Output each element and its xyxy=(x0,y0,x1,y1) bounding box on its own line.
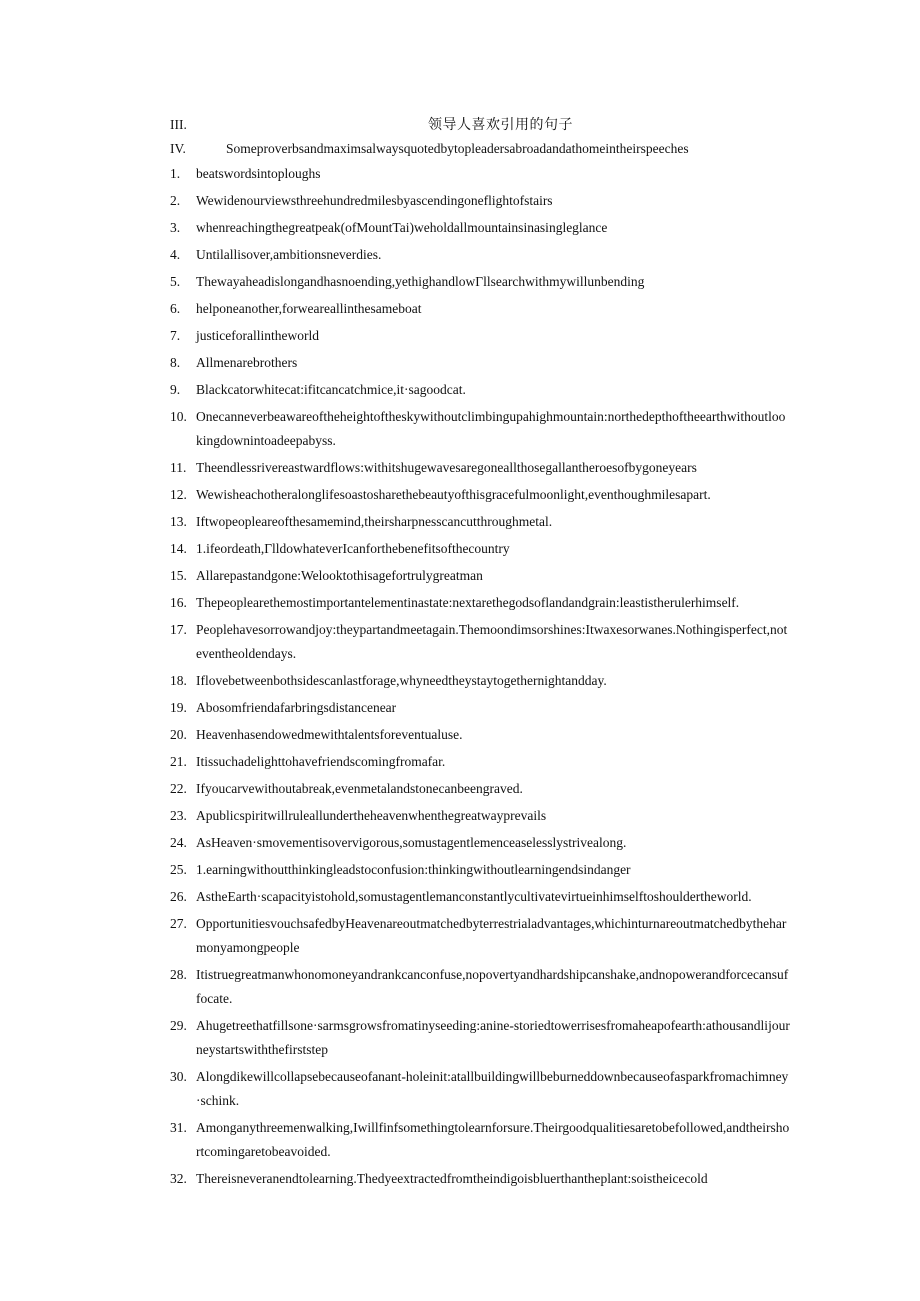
list-item-number: 7. xyxy=(170,328,181,343)
document-heading xyxy=(170,114,790,136)
list-item-text: helponeanother,forweareallinthesameboat xyxy=(196,301,422,316)
list-item-number: 11. xyxy=(170,460,187,475)
list-item-text: Itissuchadelighttohavefriendscomingfromafar. xyxy=(196,754,446,769)
list-item xyxy=(170,456,790,480)
list-item-number: 15. xyxy=(170,568,187,583)
list-item xyxy=(170,963,790,1011)
list-item-text: Iflovebetweenbothsidescanlastforage,whyneedtheystaytogethernightandday. xyxy=(196,673,607,688)
list-item xyxy=(170,189,790,213)
list-item xyxy=(170,378,790,402)
list-item-number: 2. xyxy=(170,193,181,208)
list-item-number: 9. xyxy=(170,382,181,397)
list-item-text: whenreachingthegreatpeak(ofMountTai)weholdallmountainsinasingleglance xyxy=(196,220,608,235)
list-item-text: Wewidenourviewsthreehundredmilesbyascendingoneflightofstairs xyxy=(196,193,553,208)
list-item-text: Wewisheachotheralonglifesoastosharethebeautyofthisgracefulmoonlight,eventhoughmilesapart. xyxy=(196,487,711,502)
list-item-text: Itistruegreatmanwhonomoneyandrankcanconfuse,nopovertyandhardshipcanshake,andnopowerandforcecansuffocate. xyxy=(196,967,789,1006)
list-item-text: Abosomfriendafarbringsdistancenear xyxy=(196,700,397,715)
list-item xyxy=(170,591,790,615)
list-item xyxy=(170,831,790,855)
document-subheading xyxy=(170,138,790,160)
list-item-text: beatswordsintoploughs xyxy=(196,166,321,181)
list-item-number: 20. xyxy=(170,727,187,742)
list-item-number: 8. xyxy=(170,355,181,370)
page-title: 领导人喜欢引用的句子 xyxy=(428,117,573,133)
list-item-number: 32. xyxy=(170,1171,187,1186)
list-item xyxy=(170,723,790,747)
list-item-text: Amonganythreemenwalking,Iwillfinfsomethingtolearnforsure.Theirgoodqualitiesaretobefollowed,andtheirshortcomingaretobeavoided. xyxy=(196,1120,790,1159)
list-item xyxy=(170,270,790,294)
list-item xyxy=(170,1116,790,1164)
list-item-number: 27. xyxy=(170,916,187,931)
list-item-number: 3. xyxy=(170,220,181,235)
list-item-number: 16. xyxy=(170,595,187,610)
list-item-number: 19. xyxy=(170,700,187,715)
list-item-text: OpportunitiesvouchsafedbyHeavenareoutmatchedbyterrestrialadvantages,whichinturnareoutmatchedbytheharmonyamongpeople xyxy=(196,916,787,955)
list-item xyxy=(170,1065,790,1113)
list-item-number: 24. xyxy=(170,835,187,850)
list-item-number: 23. xyxy=(170,808,187,823)
list-item-number: 21. xyxy=(170,754,187,769)
list-item-text: Thewayaheadislongandhasnoending,yethighandlowΓllsearchwithmywillunbending xyxy=(196,274,645,289)
list-item-number: 1. xyxy=(170,166,181,181)
list-item-text: Thepeoplearethemostimportantelementinastate:nextarethegodsoflandandgrain:leastistherulerhimself. xyxy=(196,595,740,610)
list-item-text: Onecanneverbeawareoftheheightoftheskywithoutclimbingupahighmountain:northedepthoftheearthwithoutlookingdownintoadeepabyss. xyxy=(196,409,786,448)
quote-list xyxy=(170,162,790,1194)
list-item-number: 30. xyxy=(170,1069,187,1084)
list-item xyxy=(170,324,790,348)
list-item-text: Peoplehavesorrowandjoy:theypartandmeetagain.Themoondimsorshines:Itwaxesorwanes.Nothingisperfect,noteventheoldendays. xyxy=(196,622,788,661)
list-item-text: AstheEarth·scapacityistohold,somustagentlemanconstantlycultivatevirtueinhimselftoshouldertheworld. xyxy=(196,889,752,904)
list-item xyxy=(170,1167,790,1191)
list-item-text: Blackcatorwhitecat:ifitcancatchmice,it·sagoodcat. xyxy=(196,382,466,397)
list-item xyxy=(170,696,790,720)
list-item-text: Apublicspiritwillruleallundertheheavenwhenthegreatwayprevails xyxy=(196,808,547,823)
list-item xyxy=(170,405,790,453)
list-item xyxy=(170,162,790,186)
list-item xyxy=(170,216,790,240)
list-item xyxy=(170,777,790,801)
list-item xyxy=(170,885,790,909)
list-item-number: 17. xyxy=(170,622,187,637)
list-item-text: 1.ifeordeath,ΓlldowhateverIcanforthebenefitsofthecountry xyxy=(196,541,510,556)
list-item xyxy=(170,297,790,321)
list-item xyxy=(170,804,790,828)
list-item-text: justiceforallintheworld xyxy=(196,328,319,343)
list-item-number: 14. xyxy=(170,541,187,556)
list-item xyxy=(170,564,790,588)
list-item-text: Thereisneveranendtolearning.Thedyeextractedfromtheindigoisbluerthantheplant:soistheicecold xyxy=(196,1171,708,1186)
subheading-number: IV. xyxy=(170,141,186,156)
list-item xyxy=(170,351,790,375)
list-item-text: Theendlessrivereastwardflows:withitshugewavesaregoneallthosegallantheroesofbygoneyears xyxy=(196,460,697,475)
list-item-number: 5. xyxy=(170,274,181,289)
list-item xyxy=(170,483,790,507)
list-item-text: Alongdikewillcollapsebecauseofanant-holeinit:atallbuildingwillbeburneddownbecauseofasparkfromachimney·schink. xyxy=(196,1069,789,1108)
list-item-text: Ahugetreethatfillsone·sarmsgrowsfromatinyseeding:anine-storiedtowerrisesfromaheapofearth:athousandlijourneystartswiththefirststep xyxy=(196,1018,790,1057)
list-item-number: 22. xyxy=(170,781,187,796)
list-item-number: 18. xyxy=(170,673,187,688)
list-item-text: Heavenhasendowedmewithtalentsforeventualuse. xyxy=(196,727,463,742)
list-item-text: 1.earningwithoutthinkingleadstoconfusion:thinkingwithoutlearningendsindanger xyxy=(196,862,631,877)
heading-number: III. xyxy=(170,117,187,132)
list-item-text: Untilallisover,ambitionsneverdies. xyxy=(196,247,382,262)
list-item-number: 12. xyxy=(170,487,187,502)
list-item-number: 25. xyxy=(170,862,187,877)
list-item-number: 26. xyxy=(170,889,187,904)
list-item xyxy=(170,669,790,693)
list-item-text: Iftwopeopleareofthesamemind,theirsharpnesscancutthroughmetal. xyxy=(196,514,553,529)
list-item-number: 4. xyxy=(170,247,181,262)
list-item-number: 10. xyxy=(170,409,187,424)
list-item xyxy=(170,1014,790,1062)
list-item-number: 13. xyxy=(170,514,187,529)
list-item xyxy=(170,618,790,666)
list-item xyxy=(170,537,790,561)
subheading-text: Someproverbsandmaximsalwaysquotedbytopleadersabroadandathomeintheirspeeches xyxy=(226,141,689,156)
list-item-number: 6. xyxy=(170,301,181,316)
list-item xyxy=(170,243,790,267)
list-item-number: 29. xyxy=(170,1018,187,1033)
list-item-text: Allarepastandgone:Welooktothisagefortrulygreatman xyxy=(196,568,483,583)
list-item-text: AsHeaven·smovementisovervigorous,somustagentlemenceaselesslystrivealong. xyxy=(196,835,627,850)
list-item-text: Allmenarebrothers xyxy=(196,355,298,370)
list-item xyxy=(170,750,790,774)
list-item-number: 28. xyxy=(170,967,187,982)
list-item xyxy=(170,858,790,882)
list-item-number: 31. xyxy=(170,1120,187,1135)
list-item-text: Ifyoucarvewithoutabreak,evenmetalandstonecanbeengraved. xyxy=(196,781,523,796)
list-item xyxy=(170,912,790,960)
list-item xyxy=(170,510,790,534)
